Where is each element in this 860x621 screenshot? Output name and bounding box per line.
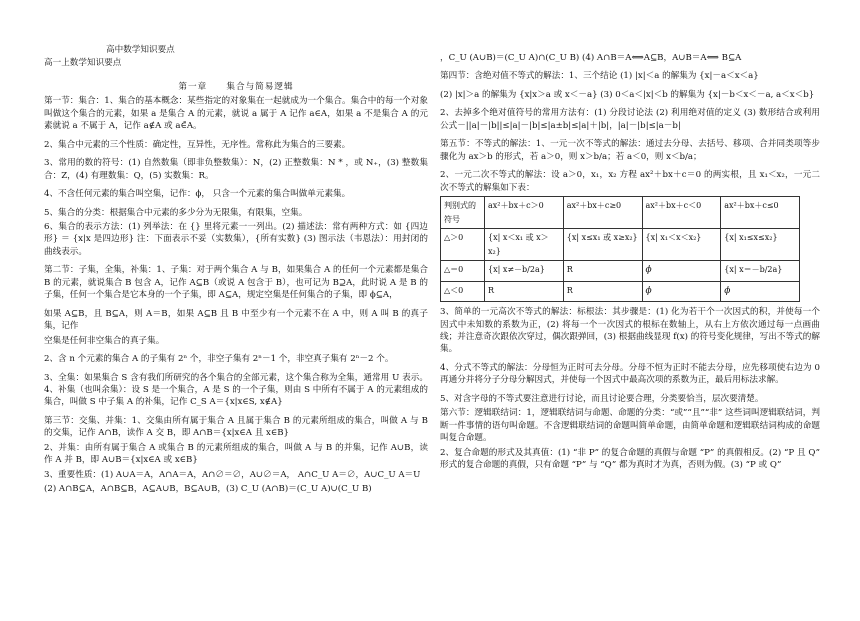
left-column bbox=[44, 44, 428, 502]
table-cell: {x| x₁≤x≤x₂} bbox=[721, 229, 800, 261]
table-cell: ϕ bbox=[642, 261, 721, 281]
document-subtitle: 高一上数学知识要点 bbox=[44, 58, 122, 69]
paragraph: 第三节：交集、并集：1、交集由所有属于集合 A 且属于集合 B 的元素所组成的集合，叫做 A 与 B 的交集，记作 A∩B，读作 A 交 B，即 A∩B＝{x|x∈A 且 x∈B} bbox=[44, 415, 428, 439]
paragraph: 3、重要性质：(1) A∪A＝A，A∩A＝A，A∩∅＝∅，A∪∅＝A， A∩C_U A＝∅，A∪C_U A＝U bbox=[44, 469, 421, 480]
table-cell: R bbox=[485, 281, 564, 301]
table-row bbox=[441, 229, 800, 261]
table-header-cell: ax²＋bx＋c≥0 bbox=[563, 197, 642, 229]
paragraph: ，C_U (A∪B)＝(C_U A)∩(C_U B) (4) A∩B＝A⟺A⊆B，A∪B＝A⟺ B⊆A bbox=[440, 53, 742, 63]
paragraph: 6、集合的表示方法：(1) 列举法：在 {} 里将元素一一列出。(2) 描述法：常有两种方式：如 {四边形} ＝ {x|x 是四边形} 注：下面表示不妥（实数集），{所有实数} (3) 图示法（韦恩法）：用封闭的曲线表示。 bbox=[44, 221, 428, 257]
table-header-row bbox=[441, 197, 800, 229]
table-cell: R bbox=[563, 261, 642, 281]
right-column bbox=[440, 52, 820, 477]
paragraph: 2、复合命题的形式及其真值：(1) “非 P” 的复合命题的真假与命题 “P” 的真假相反。(2) “P 且 Q” 形式的复合命题的真假，只有命题 “P” 与 “Q” 都为真时才为真，否则为假。(3) “P 或 Q” bbox=[440, 447, 820, 471]
paragraph: 第一节：集合：1、集合的基本概念：某些指定的对象集在一起就成为一个集合。集合中的每一个对象叫做这个集合的元素，如果 a 是集合 A 的元素，就说 a 属于 A 记作 a∈A，如果 a 不是集合 A 的元素就说 a 不属于 A，记作 a∉A 或 a∈̄A。 bbox=[44, 96, 428, 132]
chapter-heading: 第一章 集合与简易逻辑 bbox=[178, 81, 294, 92]
table-cell: △＞0 bbox=[441, 229, 485, 261]
paragraph: (2) |x|＞a 的解集为 {x|x＞a 或 x＜－a} (3) 0＜a＜|x|＜b 的解集为 {x|－b＜x＜－a, a＜x＜b} bbox=[440, 89, 815, 100]
table-header-cell: 判别式的符号 bbox=[441, 197, 485, 229]
document-title: 高中数学知识要点 bbox=[106, 45, 175, 55]
paragraph: 如果 A⊆B，且 B⊆A，则 A＝B，如果 A⊆B 且 B 中至少有一个元素不在 A 中，则 A 叫 B 的真子集，记作 bbox=[44, 308, 428, 332]
table-row bbox=[441, 281, 800, 301]
table-header-cell: ax²＋bx＋c＞0 bbox=[485, 197, 564, 229]
table-cell: ϕ bbox=[642, 281, 721, 301]
paragraph: 5、对含字母的不等式要注意进行讨论，而且讨论要合理，分类要恰当，层次要清楚。 bbox=[440, 393, 764, 404]
table-cell: {x| x≠－b/2a} bbox=[485, 261, 564, 281]
paragraph: 5、集合的分类：根据集合中元素的多少分为无限集，有限集，空集。 bbox=[44, 207, 308, 218]
paragraph: 第二节：子集，全集，补集：1、子集：对于两个集合 A 与 B，如果集合 A 的任何一个元素都是集合 B 的元素，就说集合 B 包含 A，记作 A⊆B（或说 A 包含于 B），也可记为 B⊇A，此时说 A 是 B 的子集，任何一个集合是它本身的一个子集，即 A⊆A，规定空集是任何集合的子集，即 ϕ⊆A， bbox=[44, 265, 428, 301]
table-header-cell: ax²＋bx＋c≤0 bbox=[721, 197, 800, 229]
table-cell: △＝0 bbox=[441, 261, 485, 281]
table-cell: {x| x＝－b/2a} bbox=[721, 261, 800, 281]
paragraph: 4、分式不等式的解法：分母恒为正时可去分母。分母不恒为正时不能去分母，应先移项使右边为 0 再通分并将分子分母分解因式，并使每一个因式中最高次项的系数为正，最后用标法求解。 bbox=[440, 362, 820, 386]
table-cell: R bbox=[563, 281, 642, 301]
table-header-cell: ax²＋bx＋c＜0 bbox=[642, 197, 721, 229]
paragraph: 第四节：含绝对值不等式的解法：1、三个结论 (1) |x|＜a 的解集为 {x|－a＜x＜a} bbox=[440, 71, 759, 82]
paragraph: 第五节：不等式的解法：1、一元一次不等式的解法：通过去分母、去括号、移项、合并同类项等步骤化为 ax＞b 的形式，若 a＞0，则 x＞b/a；若 a＜0，则 x＜b/a； bbox=[440, 139, 820, 162]
paragraph: 2、一元二次不等式的解法：设 a＞0，x₁，x₂ 方程 ax²＋bx＋c＝0 的两实根，且 x₁＜x₂，一元二次不等式的解集如下表： bbox=[440, 170, 820, 193]
table-cell: △＜0 bbox=[441, 281, 485, 301]
table-cell: {x| x＜x₁ 或 x＞x₂} bbox=[485, 229, 564, 261]
paragraph: 2、含 n 个元素的集合 A 的子集有 2ⁿ 个，非空子集有 2ⁿ－1 个，非空真子集有 2ⁿ－2 个。 bbox=[44, 354, 394, 365]
paragraph: 3、全集：如果集合 S 含有我们所研究的各个集合的全部元素，这个集合称为全集，通常用 U 表示。4、补集（也叫余集）：设 S 是一个集合，A 是 S 的一个子集，则由 S 中所有不属于 A 的元素组成的集合，叫做 S 中子集 A 的补集，记作 C_S A＝{x|x∈S, x∉A} bbox=[44, 372, 428, 408]
table-cell: ϕ bbox=[721, 281, 800, 301]
paragraph: 3、简单的一元高次不等式的解法：标根法：其步骤是：(1) 化为若干个一次因式的积，并使每一个因式中未知数的系数为正，(2) 将每一个一次因式的根标在数轴上，从右上方依次通过每一点画曲线；并注意奇次跟依次穿过，偶次跟弹回，(3) 根据曲线显现 f(x) 的符号变化规律，写出不等式的解集。 bbox=[440, 307, 820, 355]
table-cell: {x| x≤x₁ 或 x≥x₂} bbox=[563, 229, 642, 261]
paragraph: 4、不含任何元素的集合叫空集，记作：ϕ， 只含一个元素的集合叫做单元素集。 bbox=[44, 189, 351, 200]
solution-table bbox=[440, 196, 800, 302]
paragraph: (2) A∩B⊆A，A∩B⊆B，A⊆A∪B，B⊆A∪B，(3) C_U (A∩B)＝(C_U A)∪(C_U B) bbox=[44, 484, 372, 495]
paragraph: 空集是任何非空集合的真子集。 bbox=[44, 335, 165, 346]
paragraph: 2、并集：由所有属于集合 A 或集合 B 的元素所组成的集合，叫做 A 与 B 的并集，记作 A∪B，读作 A 并 B，即 A∪B＝{x|x∈A 或 x∈B} bbox=[44, 442, 428, 466]
table-cell: {x| x₁＜x＜x₂} bbox=[642, 229, 721, 261]
paragraph: 2、去掉多个绝对值符号的常用方法有：(1) 分段讨论法 (2) 利用绝对值的定义 (3) 数形结合或利用公式－||a|－|b||≤|a|－|b|≤|a±b|≤|a|＋|b|，|a|－|b|≤|a－b| bbox=[440, 108, 820, 131]
paragraph: 第六节：逻辑联结词：1，逻辑联结词与命题、命题的分类：“或”“且”“非” 这些词叫逻辑联结词，判断一件事情的语句叫命题。不含逻辑联结词的命题叫简单命题，由简单命题和逻辑联结词构成的命题叫复合命题。 bbox=[440, 408, 820, 444]
paragraph: 3、常用的数的符号：(1) 自然数集（即非负整数集）：N，(2) 正整数集：N * ，或 N₊，(3) 整数集合：Z，(4) 有理数集：Q，(5) 实数集：R。 bbox=[44, 158, 428, 181]
paragraph: 2、集合中元素的三个性质：确定性，互异性，无序性。常称此为集合的三要素。 bbox=[44, 139, 351, 150]
table-row bbox=[441, 261, 800, 281]
